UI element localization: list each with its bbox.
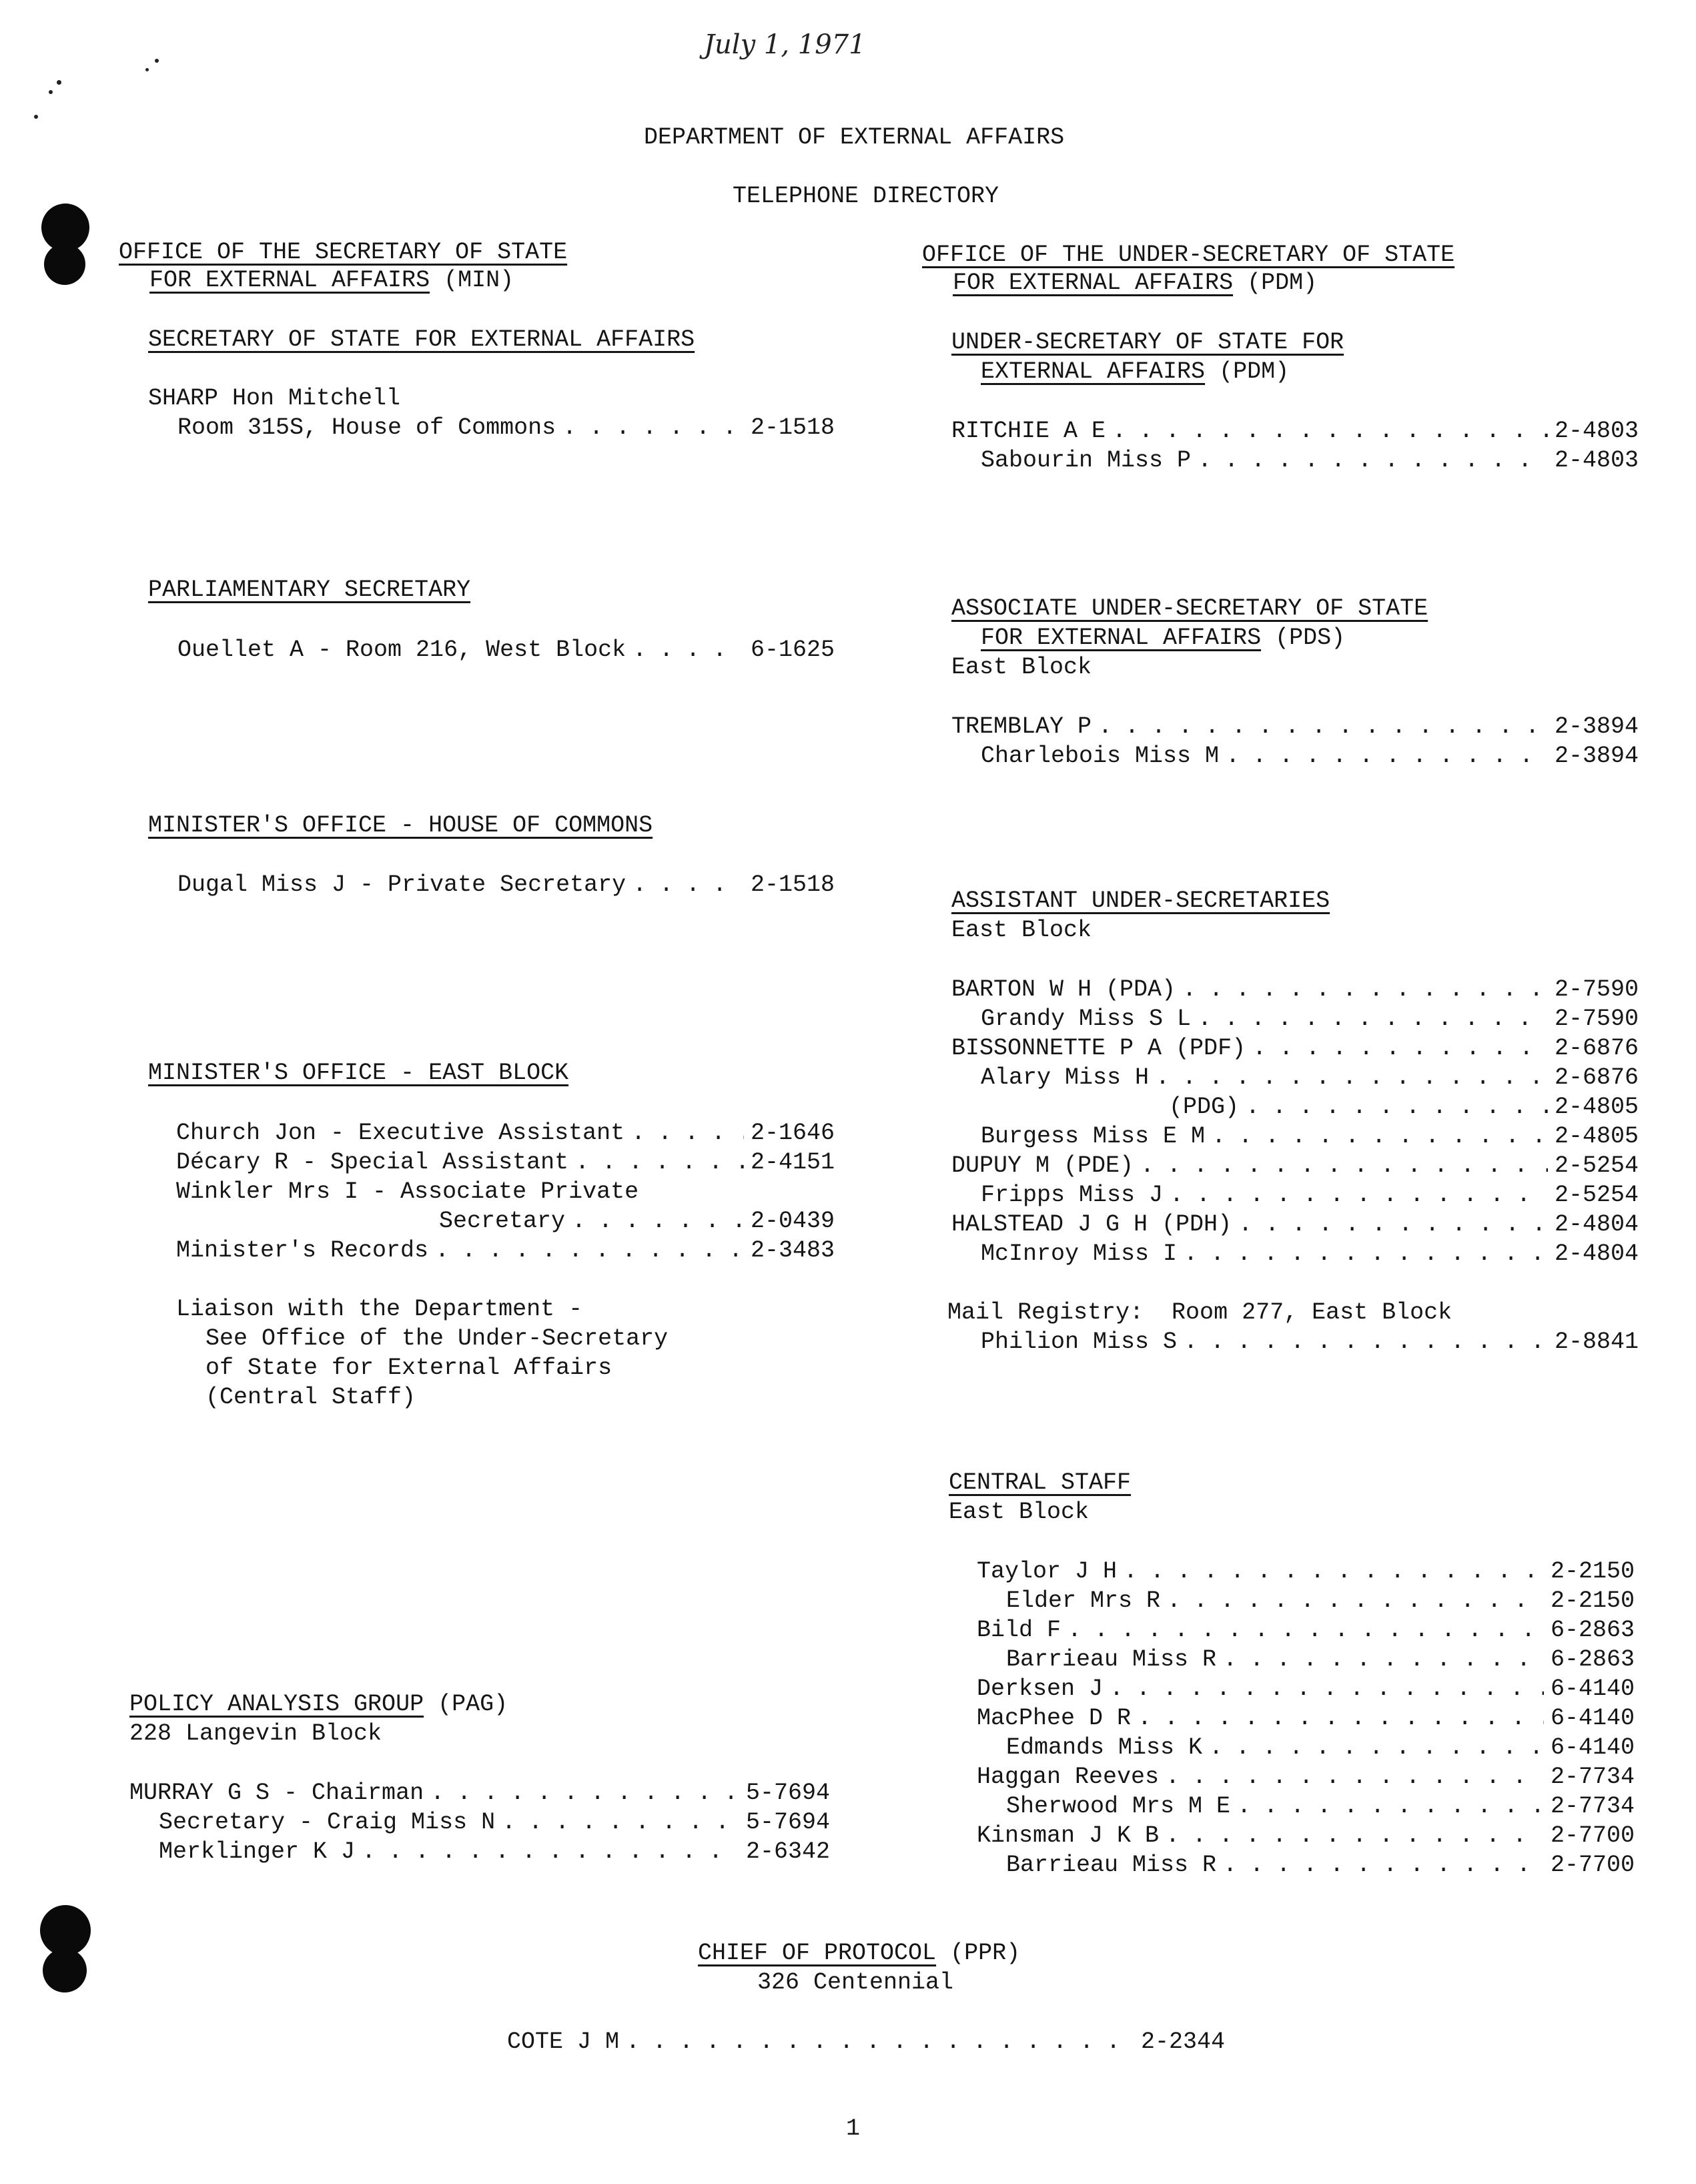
entry-label: Barrieau Miss R xyxy=(1006,1852,1217,1878)
leader-dots xyxy=(1138,1704,1544,1733)
entry-label: Secretary xyxy=(439,1208,566,1234)
department-title: DEPARTMENT OF EXTERNAL AFFAIRS xyxy=(644,124,1065,151)
entry-label: Derksen J xyxy=(977,1676,1104,1702)
entry-number: 2-4151 xyxy=(750,1149,835,1176)
entry-number: 2-8841 xyxy=(1554,1329,1639,1355)
leader-dots xyxy=(1184,1327,1548,1357)
asst-entry xyxy=(981,1063,1639,1092)
entry-number: 6-1625 xyxy=(750,637,835,663)
entry-label: (PDG) xyxy=(1169,1094,1240,1120)
entry-number: 5-7694 xyxy=(745,1809,830,1836)
entry-label: Kinsman J K B xyxy=(977,1822,1160,1849)
entry-label: Philion Miss S xyxy=(981,1329,1178,1355)
central-entry xyxy=(977,1615,1635,1645)
speck xyxy=(145,68,149,71)
entry-label: Church Jon - Executive Assistant xyxy=(176,1120,625,1146)
central-entry xyxy=(1006,1792,1635,1821)
leader-dots xyxy=(1223,1850,1544,1880)
protocol-heading xyxy=(698,1938,1020,1968)
cote-entry xyxy=(507,2027,1225,2057)
hoc-office-heading: MINISTER'S OFFICE - HOUSE OF COMMONS xyxy=(148,812,653,839)
entry-number: 2-4805 xyxy=(1554,1094,1639,1120)
leader-dots xyxy=(1246,1092,1548,1122)
liaison-line: See Office of the Under-Secretary xyxy=(205,1325,669,1352)
asst-entry xyxy=(981,1004,1639,1034)
uss-heading-line1: UNDER-SECRETARY OF STATE FOR xyxy=(951,329,1344,356)
entry-number: 2-4803 xyxy=(1554,418,1639,444)
assoc-heading-line2 xyxy=(981,623,1345,653)
entry-number: 2-4804 xyxy=(1554,1240,1639,1267)
left-office-heading-text: FOR EXTERNAL AFFAIRS xyxy=(149,267,430,294)
speck xyxy=(57,80,61,85)
leader-dots xyxy=(1198,446,1548,475)
leader-dots xyxy=(632,635,744,665)
leader-dots xyxy=(1140,1151,1548,1180)
leader-dots xyxy=(1166,1821,1544,1850)
assoc-heading-line1: ASSOCIATE UNDER-SECRETARY OF STATE xyxy=(951,595,1428,622)
speck xyxy=(49,90,53,94)
central-entry xyxy=(977,1704,1635,1733)
asst-entry xyxy=(951,1210,1639,1239)
handwritten-date: July 1, 1971 xyxy=(704,29,866,60)
leader-dots xyxy=(1212,1122,1548,1151)
central-staff-heading: CENTRAL STAFF xyxy=(949,1469,1132,1496)
charlebois-entry xyxy=(981,741,1639,771)
entry-label: BARTON W H (PDA) xyxy=(951,976,1176,1003)
entry-number: 5-7694 xyxy=(745,1780,830,1806)
leader-dots xyxy=(631,1118,744,1148)
left-office-heading-line1: OFFICE OF THE SECRETARY OF STATE xyxy=(119,239,568,266)
assoc-heading-text: FOR EXTERNAL AFFAIRS xyxy=(981,625,1262,651)
central-entry xyxy=(1006,1645,1635,1674)
asst-entry xyxy=(981,1239,1639,1268)
leader-dots xyxy=(1112,416,1548,446)
entry-number: 2-3894 xyxy=(1554,743,1639,769)
merklinger-entry xyxy=(159,1837,830,1866)
entry-label: Elder Mrs R xyxy=(1006,1587,1161,1614)
entry-label: Room 315S, House of Commons xyxy=(177,414,556,441)
asst-heading: ASSISTANT UNDER-SECRETARIES xyxy=(951,887,1330,914)
pag-location: 228 Langevin Block xyxy=(129,1720,382,1747)
leader-dots xyxy=(1209,1733,1544,1762)
entry-label: Burgess Miss E M xyxy=(981,1123,1206,1150)
leader-dots xyxy=(575,1148,744,1177)
philion-entry xyxy=(981,1327,1639,1357)
sharp-name: SHARP Hon Mitchell xyxy=(148,385,401,412)
entry-number: 2-4804 xyxy=(1554,1211,1639,1238)
entry-number: 2-0439 xyxy=(750,1208,835,1234)
leader-dots xyxy=(1182,975,1548,1004)
leader-dots xyxy=(626,2027,1134,2057)
leader-dots xyxy=(1238,1210,1548,1239)
entry-number: 2-7734 xyxy=(1550,1793,1635,1820)
leader-dots xyxy=(572,1206,744,1236)
pag-code: (PAG) xyxy=(438,1691,508,1718)
entry-number: 2-1518 xyxy=(750,414,835,441)
leader-dots xyxy=(1226,741,1548,771)
asst-entry xyxy=(951,1151,1639,1180)
protocol-location: 326 Centennial xyxy=(757,1969,954,1996)
entry-number: 2-7700 xyxy=(1550,1852,1635,1878)
right-office-heading-line1: OFFICE OF THE UNDER-SECRETARY OF STATE xyxy=(922,242,1455,268)
entry-label: BISSONNETTE P A (PDF) xyxy=(951,1035,1246,1062)
entry-label: Fripps Miss J xyxy=(981,1182,1164,1208)
leader-dots xyxy=(430,1778,739,1808)
sharp-room-entry xyxy=(177,413,835,442)
entry-label: RITCHIE A E xyxy=(951,418,1106,444)
entry-label: Taylor J H xyxy=(977,1558,1118,1585)
leader-dots xyxy=(1184,1239,1548,1268)
assoc-code: (PDS) xyxy=(1275,625,1346,651)
entry-label: DUPUY M (PDE) xyxy=(951,1152,1134,1179)
entry-number: 6-4140 xyxy=(1550,1676,1635,1702)
entry-label: MacPhee D R xyxy=(977,1705,1132,1732)
asst-entry xyxy=(951,975,1639,1004)
central-entry xyxy=(977,1557,1635,1586)
leader-dots xyxy=(1124,1557,1544,1586)
leader-dots xyxy=(1170,1180,1548,1210)
asst-location: East Block xyxy=(951,917,1092,944)
leader-dots xyxy=(1252,1034,1548,1063)
entry-number: 2-2150 xyxy=(1550,1587,1635,1614)
entry-label: Bild F xyxy=(977,1617,1062,1644)
entry-number: 2-3894 xyxy=(1554,713,1639,740)
leader-dots xyxy=(1156,1063,1548,1092)
entry-label: MURRAY G S - Chairman xyxy=(129,1780,424,1806)
entry-number: 6-2863 xyxy=(1550,1646,1635,1673)
entry-label: Secretary - Craig Miss N xyxy=(159,1809,496,1836)
punch-hole-top-lower xyxy=(44,244,85,285)
entry-number: 2-2344 xyxy=(1140,2029,1225,2055)
entry-number: 2-7700 xyxy=(1550,1822,1635,1849)
leader-dots xyxy=(632,870,744,899)
tremblay-entry xyxy=(951,712,1639,741)
ouellet-entry xyxy=(177,635,835,665)
entry-label: Décary R - Special Assistant xyxy=(176,1149,569,1176)
entry-number: 2-6342 xyxy=(745,1838,830,1865)
uss-heading-text: EXTERNAL AFFAIRS xyxy=(981,358,1206,385)
entry-label: COTE J M xyxy=(507,2029,620,2055)
entry-label: Edmands Miss K xyxy=(1006,1734,1203,1761)
entry-label: Alary Miss H xyxy=(981,1064,1150,1091)
leader-dots xyxy=(502,1808,739,1837)
decary-entry xyxy=(176,1148,835,1177)
leader-dots xyxy=(1237,1792,1544,1821)
speck xyxy=(155,59,159,63)
leader-dots xyxy=(562,413,744,442)
entry-number: 2-6876 xyxy=(1554,1064,1639,1091)
asst-entry xyxy=(1169,1092,1639,1122)
asst-entry xyxy=(951,1034,1639,1063)
craig-entry xyxy=(159,1808,830,1837)
pag-heading xyxy=(129,1690,508,1719)
entry-number: 2-5254 xyxy=(1554,1182,1639,1208)
entry-label: Grandy Miss S L xyxy=(981,1006,1192,1032)
leader-dots xyxy=(1223,1645,1544,1674)
sabourin-entry xyxy=(981,446,1639,475)
church-entry xyxy=(176,1118,835,1148)
directory-title: TELEPHONE DIRECTORY xyxy=(733,183,999,210)
pag-heading-text: POLICY ANALYSIS GROUP xyxy=(129,1691,424,1718)
entry-label: McInroy Miss I xyxy=(981,1240,1178,1267)
entry-label: Charlebois Miss M xyxy=(981,743,1220,769)
entry-number: 2-1646 xyxy=(750,1120,835,1146)
entry-number: 2-5254 xyxy=(1554,1152,1639,1179)
entry-number: 2-4803 xyxy=(1554,447,1639,474)
punch-hole-bottom-lower xyxy=(43,1948,87,1992)
central-entry xyxy=(1006,1586,1635,1615)
central-entry xyxy=(1006,1850,1635,1880)
central-staff-location: East Block xyxy=(949,1499,1090,1525)
central-entry xyxy=(977,1674,1635,1704)
entry-number: 6-4140 xyxy=(1550,1734,1635,1761)
leader-dots xyxy=(1098,712,1548,741)
protocol-heading-text: CHIEF OF PROTOCOL xyxy=(698,1940,937,1966)
liaison-line: (Central Staff) xyxy=(205,1384,416,1411)
murray-entry xyxy=(129,1778,830,1808)
speck xyxy=(34,115,38,119)
entry-number: 2-7590 xyxy=(1554,976,1639,1003)
entry-label: Minister's Records xyxy=(176,1237,429,1264)
left-office-heading-line2 xyxy=(149,266,514,295)
entry-label: Dugal Miss J - Private Secretary xyxy=(177,871,626,898)
entry-label: Ouellet A - Room 216, West Block xyxy=(177,637,626,663)
left-office-code: (MIN) xyxy=(444,267,514,294)
right-office-code: (PDM) xyxy=(1247,270,1318,296)
leader-dots xyxy=(1166,1762,1544,1792)
page-number: 1 xyxy=(846,2115,861,2142)
mail-registry: Mail Registry: Room 277, East Block xyxy=(947,1299,1452,1326)
parliamentary-secretary-heading: PARLIAMENTARY SECRETARY xyxy=(148,577,471,603)
ritchie-entry xyxy=(951,416,1639,446)
protocol-code: (PPR) xyxy=(950,1940,1021,1966)
entry-label: Sabourin Miss P xyxy=(981,447,1192,474)
winkler-entry xyxy=(439,1206,835,1236)
entry-number: 2-2150 xyxy=(1550,1558,1635,1585)
entry-number: 2-3483 xyxy=(750,1237,835,1264)
entry-number: 2-7734 xyxy=(1550,1764,1635,1790)
uss-heading-line2 xyxy=(981,357,1289,386)
dugal-entry xyxy=(177,870,835,899)
entry-number: 2-6876 xyxy=(1554,1035,1639,1062)
entry-number: 2-1518 xyxy=(750,871,835,898)
central-entry xyxy=(1006,1733,1635,1762)
right-office-heading-line2 xyxy=(953,268,1317,298)
central-entry xyxy=(977,1762,1635,1792)
asst-entry xyxy=(981,1122,1639,1151)
entry-label: Barrieau Miss R xyxy=(1006,1646,1217,1673)
records-entry xyxy=(176,1236,835,1265)
leader-dots xyxy=(362,1837,739,1866)
right-office-heading-text: FOR EXTERNAL AFFAIRS xyxy=(953,270,1234,296)
leader-dots xyxy=(1068,1615,1544,1645)
central-entry xyxy=(977,1821,1635,1850)
entry-number: 2-7590 xyxy=(1554,1006,1639,1032)
winkler-line1: Winkler Mrs I - Associate Private xyxy=(176,1178,639,1205)
asst-entry xyxy=(981,1180,1639,1210)
liaison-line: of State for External Affairs xyxy=(205,1355,612,1381)
assoc-location: East Block xyxy=(951,654,1092,681)
entry-label: Haggan Reeves xyxy=(977,1764,1160,1790)
entry-label: Merklinger K J xyxy=(159,1838,356,1865)
entry-number: 2-4805 xyxy=(1554,1123,1639,1150)
entry-number: 6-2863 xyxy=(1550,1617,1635,1644)
entry-label: HALSTEAD J G H (PDH) xyxy=(951,1211,1232,1238)
uss-code: (PDM) xyxy=(1219,358,1290,385)
liaison-line: Liaison with the Department - xyxy=(176,1296,583,1323)
entry-label: Sherwood Mrs M E xyxy=(1006,1793,1231,1820)
entry-label: TREMBLAY P xyxy=(951,713,1092,740)
leader-dots xyxy=(1110,1674,1544,1704)
leader-dots xyxy=(1167,1586,1544,1615)
entry-number: 6-4140 xyxy=(1550,1705,1635,1732)
leader-dots xyxy=(1198,1004,1548,1034)
east-block-office-heading: MINISTER'S OFFICE - EAST BLOCK xyxy=(148,1060,569,1086)
secretary-heading: SECRETARY OF STATE FOR EXTERNAL AFFAIRS xyxy=(148,326,695,353)
leader-dots xyxy=(435,1236,744,1265)
